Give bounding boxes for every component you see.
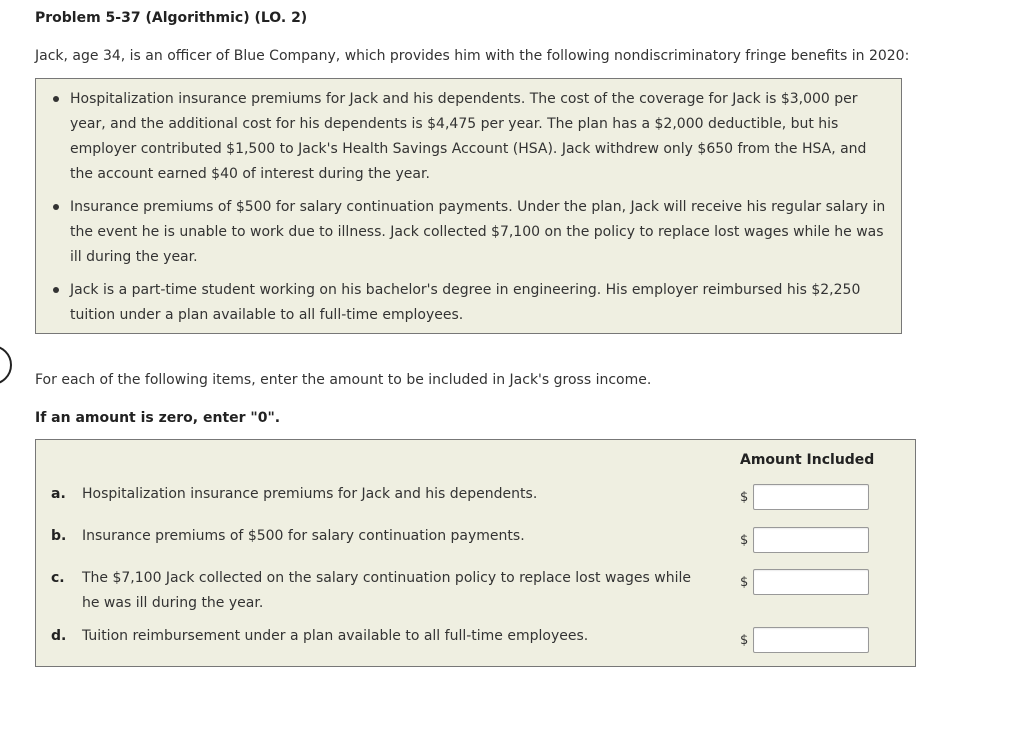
item-text: The $7,100 Jack collected on the salary continuation policy to replace lost wages while he was ill during the year.: [82, 570, 691, 611]
amount-input-d[interactable]: [753, 627, 869, 653]
item-text: Insurance premiums of $500 for salary continuation payments.: [82, 528, 525, 544]
dollar-sign: $: [740, 575, 749, 590]
item-text: Tuition reimbursement under a plan available to all full-time employees.: [82, 628, 589, 644]
problem-title: Problem 5-37 (Algorithmic) (LO. 2): [35, 10, 308, 26]
facts-box: [35, 78, 902, 334]
item-letter: b.: [51, 528, 67, 544]
amount-input-b[interactable]: [753, 527, 869, 553]
fact-item-tuition: Jack is a part-time student working on his bachelor's degree in engineering. His employer reimbursed his $2,250 tuition under a plan available to all full-time employees.: [70, 278, 890, 328]
dollar-sign: $: [740, 533, 749, 548]
amount-included-header: Amount Included: [740, 452, 875, 468]
amount-input-c[interactable]: [753, 569, 869, 595]
item-letter: a.: [51, 486, 66, 502]
fact-item-hospitalization: Hospitalization insurance premiums for Jack and his dependents. The cost of the coverage for Jack is $3,000 per year, and the additional cost for his dependents is $4,475 per year. The plan has a $2,000 deductible, but his employer contributed $1,500 to Jack's Health Savings Account (HSA). Jack withdrew only $650 from the HSA, and the account earned $40 of interest during the year.: [70, 87, 890, 187]
amount-input-a[interactable]: [753, 484, 869, 510]
instruction-text: For each of the following items, enter the amount to be included in Jack's gross income.: [35, 372, 652, 388]
dollar-sign: $: [740, 633, 749, 648]
item-letter: c.: [51, 570, 65, 586]
item-letter: d.: [51, 628, 67, 644]
zero-note: If an amount is zero, enter "0".: [35, 410, 281, 426]
item-text: Hospitalization insurance premiums for Jack and his dependents.: [82, 486, 538, 502]
fact-item-salary-continuation: Insurance premiums of $500 for salary continuation payments. Under the plan, Jack will receive his regular salary in the event he is unable to work due to illness. Jack collected $7,100 on the policy to replace lost wages while he was ill during the year.: [70, 195, 890, 270]
dollar-sign: $: [740, 490, 749, 505]
answer-table: [35, 439, 916, 667]
problem-intro: Jack, age 34, is an officer of Blue Company, which provides him with the following nondiscriminatory fringe benefits in 2020:: [35, 48, 910, 64]
side-arc-decoration: [0, 345, 12, 385]
